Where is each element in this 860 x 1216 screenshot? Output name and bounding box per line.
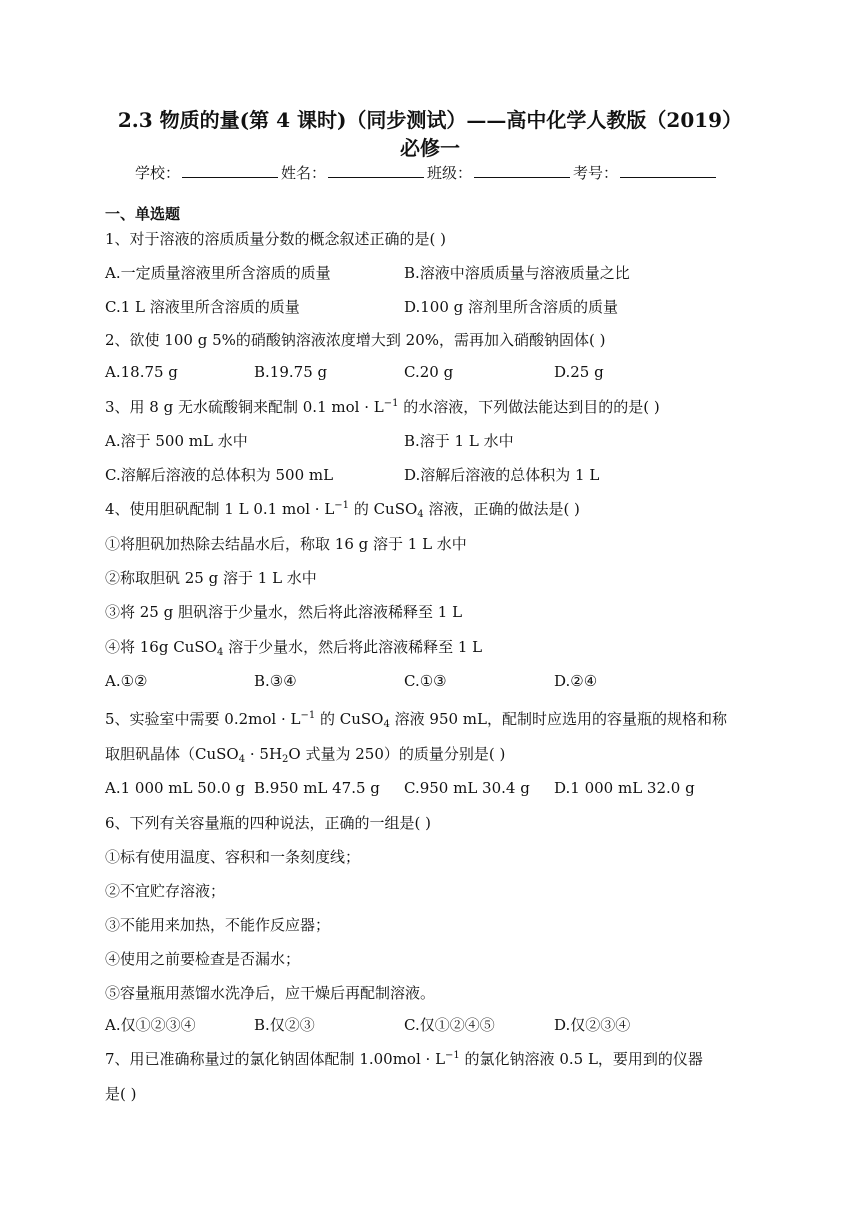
q5-part: 溶液 950 mL，配制时应选用的容量瓶的规格和称 xyxy=(389,710,727,728)
question-2-stem: 2、欲使 100 g 5%的硝酸钠溶液浓度增大到 20%，需再加入硝酸钠固体( ) xyxy=(105,331,606,349)
question-1-option-d: D.100 g 溶剂里所含溶质的质量 xyxy=(404,298,619,316)
question-4-statement-4 xyxy=(105,636,482,658)
student-info-row xyxy=(135,162,719,183)
q4-superscript: −1 xyxy=(334,500,350,511)
question-5-stem-line-2 xyxy=(105,743,505,765)
q7-superscript: −1 xyxy=(445,1050,460,1061)
q4-s4-part: ④将 16g CuSO xyxy=(105,638,217,656)
question-5-option-d: D.1 000 mL 32.0 g xyxy=(554,779,695,797)
question-5-option-c: C.950 mL 30.4 g xyxy=(404,779,530,797)
q3-stem-part: 3、用 8 g 无水硫酸铜来配制 0.1 mol · L xyxy=(105,398,384,416)
name-blank xyxy=(328,163,424,178)
question-7-stem-line-1 xyxy=(105,1048,703,1069)
q5-subscript: 4 xyxy=(238,754,246,765)
section-heading: 一、单选题 xyxy=(105,205,181,223)
question-3-stem xyxy=(105,396,660,417)
class-blank xyxy=(474,163,570,178)
question-6-statement-4: ④使用之前要检查是否漏水； xyxy=(105,950,301,968)
q5-superscript: −1 xyxy=(300,710,316,721)
question-1-option-a: A.一定质量溶液里所含溶质的质量 xyxy=(105,264,331,282)
question-4-statement-2: ②称取胆矾 25 g 溶于 1 L 水中 xyxy=(105,569,317,587)
q4-stem-part: 4、使用胆矾配制 1 L 0.1 mol · L xyxy=(105,500,335,518)
class-label: 班级： xyxy=(427,164,473,182)
exam-no-blank xyxy=(620,163,716,178)
q4-s4-subscript: 4 xyxy=(216,647,224,658)
q3-stem-part: 的水溶液，下列做法能达到目的的是( ) xyxy=(398,398,660,416)
q5-part: 的 CuSO xyxy=(315,710,384,728)
question-6-option-c: C.仅①②④⑤ xyxy=(404,1016,495,1034)
question-1-option-b: B.溶液中溶质质量与溶液质量之比 xyxy=(404,264,630,282)
question-4-option-d: D.②④ xyxy=(554,672,598,690)
q5-part: · 5H xyxy=(245,745,283,763)
question-3-option-d: D.溶解后溶液的总体积为 1 L xyxy=(404,466,600,484)
question-4-stem xyxy=(105,498,580,520)
question-6-statement-3: ③不能用来加热，不能作反应器； xyxy=(105,916,331,934)
question-3-option-b: B.溶于 1 L 水中 xyxy=(404,432,514,450)
question-1-option-c: C.1 L 溶液里所含溶质的质量 xyxy=(105,298,300,316)
question-7-stem-line-2: 是( ) xyxy=(105,1085,137,1103)
question-6-option-b: B.仅②③ xyxy=(254,1016,315,1034)
question-6-stem: 6、下列有关容量瓶的四种说法，正确的一组是( ) xyxy=(105,814,432,832)
question-4-statement-1: ①将胆矾加热除去结晶水后，称取 16 g 溶于 1 L 水中 xyxy=(105,535,467,553)
q4-stem-part: 溶液，正确的做法是( ) xyxy=(423,500,580,518)
q3-superscript: −1 xyxy=(383,398,399,409)
question-6-statement-5: ⑤容量瓶用蒸馏水洗净后，应干燥后再配制溶液。 xyxy=(105,984,436,1002)
question-2-option-c: C.20 g xyxy=(404,363,454,381)
title-line-1: 2.3 物质的量(第 4 课时)（同步测试）——高中化学人教版（2019） xyxy=(117,108,743,132)
school-label: 学校： xyxy=(135,164,181,182)
question-4-option-a: A.①② xyxy=(105,672,148,690)
name-label: 姓名： xyxy=(281,164,327,182)
question-1-stem: 1、对于溶液的溶质质量分数的概念叙述正确的是( ) xyxy=(105,230,447,248)
q4-stem-part: 的 CuSO xyxy=(349,500,418,518)
school-blank xyxy=(182,163,278,178)
question-3-option-c: C.溶解后溶液的总体积为 500 mL xyxy=(105,466,334,484)
question-4-option-b: B.③④ xyxy=(254,672,297,690)
q5-part: O 式量为 250）的质量分别是( ) xyxy=(288,745,506,763)
title-line-2: 必修一 xyxy=(400,136,460,160)
q5-subscript: 2 xyxy=(282,754,289,765)
question-5-option-a: A.1 000 mL 50.0 g xyxy=(105,779,246,797)
q7-part: 的氯化钠溶液 0.5 L，要用到的仪器 xyxy=(459,1050,703,1068)
question-2-option-d: D.25 g xyxy=(554,363,604,381)
question-2-option-b: B.19.75 g xyxy=(254,363,328,381)
question-5-stem-line-1 xyxy=(105,708,727,730)
question-3-option-a: A.溶于 500 mL 水中 xyxy=(105,432,248,450)
question-2-option-a: A.18.75 g xyxy=(105,363,178,381)
exam-no-label: 考号： xyxy=(573,164,619,182)
q4-s4-part: 溶于少量水，然后将此溶液稀释至 1 L xyxy=(223,638,483,656)
question-4-option-c: C.①③ xyxy=(404,672,447,690)
question-6-option-d: D.仅②③④ xyxy=(554,1016,631,1034)
q5-part: 5、实验室中需要 0.2mol · L xyxy=(105,710,301,728)
q5-part: 取胆矾晶体（CuSO xyxy=(105,745,239,763)
q5-subscript: 4 xyxy=(383,719,390,730)
question-4-statement-3: ③将 25 g 胆矾溶于少量水，然后将此溶液稀释至 1 L xyxy=(105,603,463,621)
question-5-option-b: B.950 mL 47.5 g xyxy=(254,779,380,797)
question-6-statement-1: ①标有使用温度、容积和一条刻度线； xyxy=(105,848,361,866)
question-6-option-a: A.仅①②③④ xyxy=(105,1016,196,1034)
question-6-statement-2: ②不宜贮存溶液； xyxy=(105,882,226,900)
q7-part: 7、用已准确称量过的氯化钠固体配制 1.00mol · L xyxy=(105,1050,446,1068)
q4-subscript: 4 xyxy=(417,509,424,520)
